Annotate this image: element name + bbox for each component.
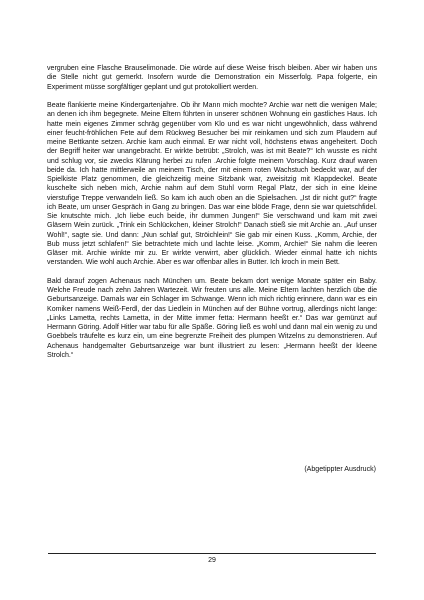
body-text: [47, 64, 377, 369]
source-note: (Abgetippter Ausdruck): [304, 466, 376, 473]
paragraph: Bald darauf zogen Achenaus nach München um. Beate bekam dort wenige Monate später ein Baby. Welche Freude nach zehn Jahren Wartezeit. Wir freuten uns alle. Meine Eltern lachten herzlich übe die Geburtsanzeige. Damals war ein Schlager im Schwange. Wenn ich mich richtig erinnere, dann war es ein Komiker namens Weiß-Ferdl, der das Liedlein in München auf der Bühne vortrug, allerdings nicht lange: „Links Lametta, rechts Lametta, in der Mitte immer fetta: Hermann heeßt er.“ Das war gemünzt auf Hermann Göring. Adolf Hitler war tabu für alle Späße. Göring ließ es wohl und dann mal ein wenig zu und Goebbels träufelte es kurz ein, um eine begrenzte Freiheit des plumpen Witzelns zu demonstrieren. Auf Achenaus handgemalter Geburtsanzeige war bunt illustriert zu lesen: „Hermann heeßt der kleene Strolch.“: [47, 277, 377, 359]
footer-divider: [48, 553, 376, 554]
paragraph: Beate flankierte meine Kindergartenjahre. Ob ihr Mann mich mochte? Archie war nett die wenigen Male; an denen ich ihm begegnete. Meine Eltern führten in unserer schönen Wohnung ein gastliches Haus. Ich hatte mein eigenes Zimmer schräg gegenüber vom Klo und es war nicht ungewöhnlich, dass während einer feucht-fröhlichen Fete auf dem Rückweg Besucher bei mir reinkamen und sich zum Plaudern auf meine Bettkante setzen. Archie kam auch einmal. Er war nicht voll, höchstens etwas angeheitert. Doch der Begriff heiter war unangebracht. Er wirkte betrübt: „Strolch, was ist mit Beate?“ Ich wusste es nicht und schlug vor, sie zwecks Klärung herbei zu rufen .Archie folgte meinem Vorschlag. Kurz drauf waren beide da. Ich hatte mittlerweile an meinem Tisch, der mit einem roten Wachstuch bedeckt war, auf der Spielkiste Platz genommen, die gleichzeitig meine Sitzbank war, zweisitzig mit Klappdeckel. Beate kuschelte sich neben mich, Archie nahm auf dem Stuhl vorm Regal Platz, der sich in eine kleine vierstufige Treppe verwandeln ließ. So kam ich auch oben an die Spielsachen. „Ist dir nicht gut?“ fragte ich Beate, um unser Gespräch in Gang zu bringen. Das war eine blöde Frage, denn sie war quietschfidel. Sie knutschte mich. „Ich liebe euch beide, ihr dummen Jungen!“ Sie verschwand und kam mit zwei Gläsern Wein zurück. „Trink ein Schlückchen, kleiner Strolch!“ Danach stieß sie mit Archie an. „Auf unser Wohl!“, sagte sie. Und dann: „Nun schlaf gut, Ströichlein!“ Sie gab mir einen Kuss. „Komm, Archie, der Bub muss jetzt schlafen!“ Sie betrachtete mich und lachte leise. „Komm, Archie!“ Sie nahm die leeren Gläser mit. Archie winkte mir zu. Er wirkte verwirrt, aber glücklich. Wieder einmal hatte ich nichts verstanden. Wie wohl auch Archie. Aber es war offenbar alles in Butter. Ich kroch in mein Bett.: [47, 102, 377, 267]
page-number: 29: [208, 557, 216, 564]
paragraph: vergruben eine Flasche Brauselimonade. Die würde auf diese Weise frisch bleiben. Aber wir haben uns die Stelle nicht gut gemerkt. Insofern wurde die Demonstration ein Misserfolg. Papa folgerte, ein Experiment müsse sorgfältiger geplant und gut protokolliert werden.: [47, 65, 377, 91]
